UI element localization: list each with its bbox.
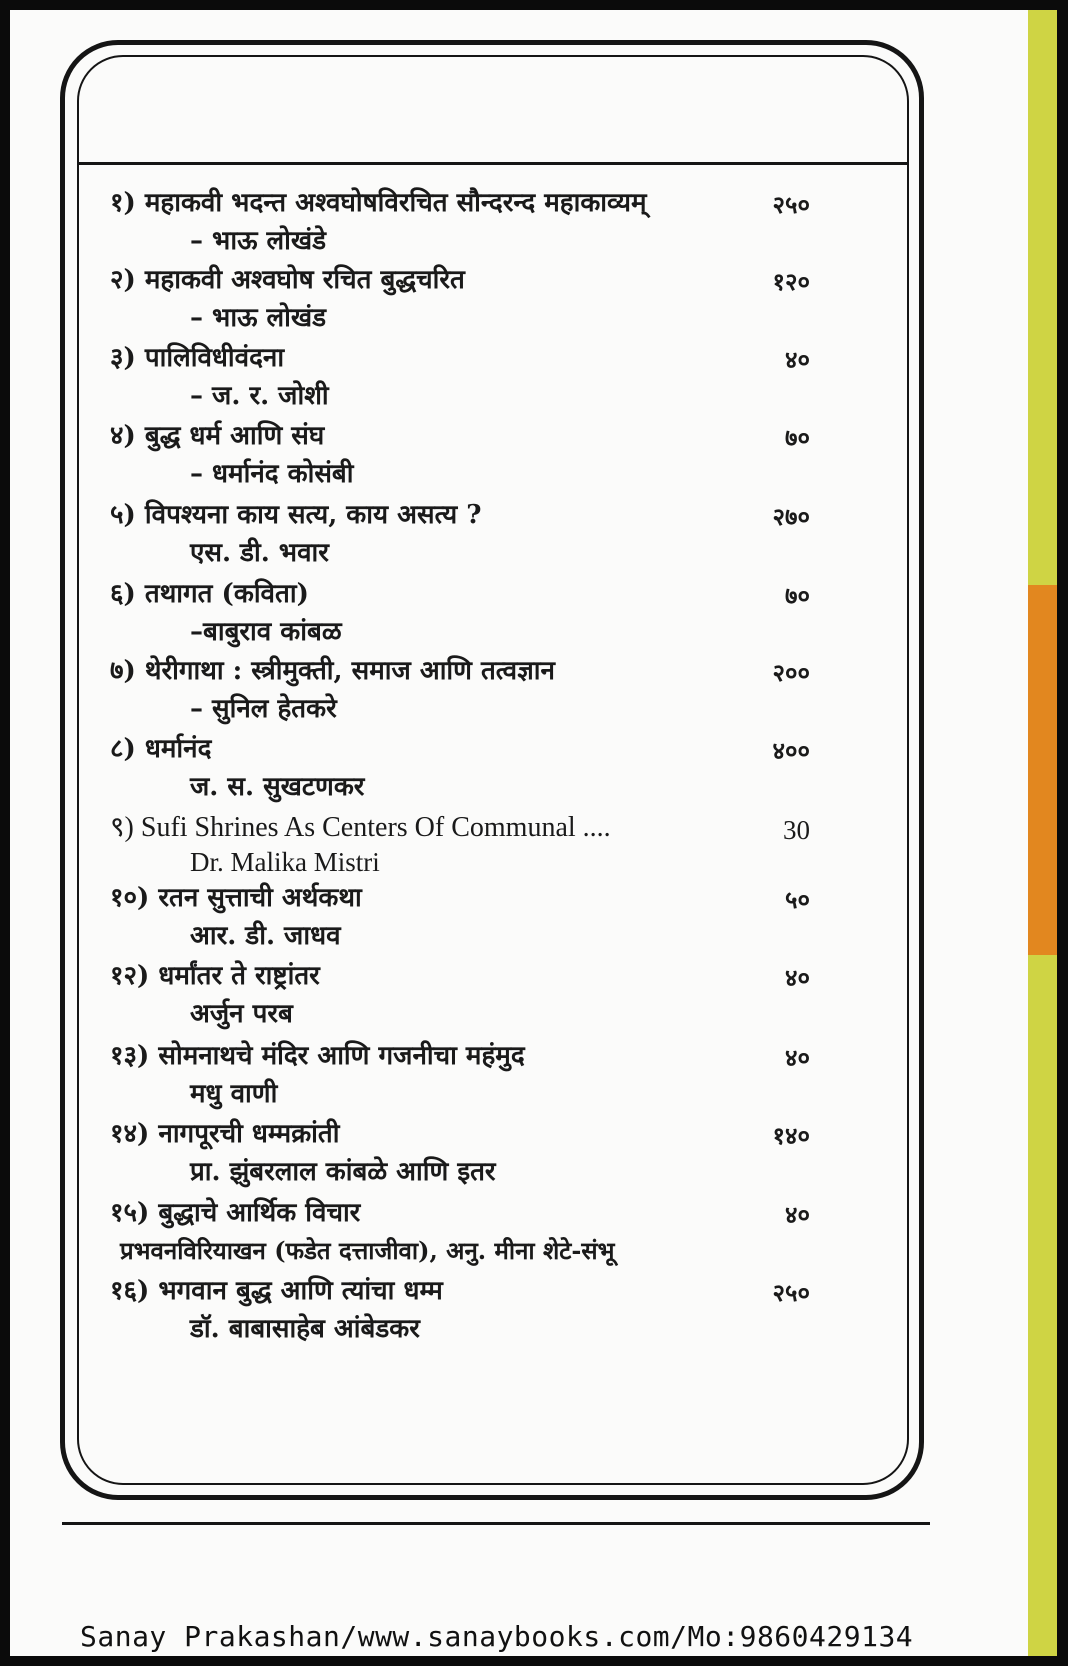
book-title: ४) बुद्ध धर्म आणि संघ [110, 421, 325, 451]
book-price: ५० [785, 885, 810, 914]
book-price: २०० [772, 658, 810, 687]
book-title: ३) पालिविधीवंदना [110, 343, 285, 373]
book-title: १३) सोमनाथचे मंदिर आणि गजनीचा महंमुद [110, 1041, 525, 1071]
book-author: एस. डी. भवार [190, 538, 329, 568]
book-title: १५) बुद्धाचे आर्थिक विचार [110, 1198, 361, 1228]
book-price: १४० [772, 1121, 810, 1150]
book-author: – भाऊ लोखंड [190, 303, 327, 333]
book-author: ज. स. सुखटणकर [190, 772, 365, 802]
book-author: – भाऊ लोखंडे [190, 226, 327, 256]
book-author: अर्जुन परब [190, 999, 293, 1029]
book-author: –बाबुराव कांबळ [190, 617, 342, 647]
book-title: ६) तथागत (कविता) [110, 579, 309, 609]
book-title: ७) थेरीगाथा : स्त्रीमुक्ती, समाज आणि तत्वज्ञान [110, 656, 555, 686]
book-title: १०) रतन सुत्ताची अर्थकथा [110, 883, 362, 913]
book-title: ९) Sufi Shrines As Centers Of Communal .... [110, 812, 611, 843]
book-author: आर. डी. जाधव [190, 921, 341, 951]
book-title: १) महाकवी भदन्त अश्वघोषविरचित सौन्दरन्द महाकाव्यम् [110, 188, 647, 218]
book-price: 30 [783, 815, 810, 845]
header-rule [79, 162, 909, 165]
book-author: प्रा. झुंबरलाल कांबळे आणि इतर [190, 1157, 496, 1187]
book-price: ७० [785, 423, 810, 452]
book-author: प्रभवनविरियाखन (फडेत दत्ताजीवा), अनु. मीना शेटे-संभू [120, 1236, 615, 1265]
book-title: १६) भगवान बुद्ध आणि त्यांचा धम्म [110, 1276, 443, 1306]
book-title: २) महाकवी अश्वघोष रचित बुद्धचरित [110, 265, 465, 295]
book-title: १४) नागपूरची धम्मक्रांती [110, 1119, 340, 1149]
book-author: मधु वाणी [190, 1079, 278, 1109]
book-price: २५० [772, 1278, 810, 1307]
book-price: २५० [772, 190, 810, 219]
book-title: १२) धर्मांतर ते राष्ट्रांतर [110, 961, 320, 991]
cover-edge-orange [1028, 585, 1057, 955]
book-author: – धर्मानंद कोसंबी [190, 459, 354, 489]
bottom-rule [62, 1522, 930, 1525]
book-price: ४०० [772, 736, 810, 765]
book-title: ८) धर्मानंद [110, 734, 212, 764]
book-author: Dr. Malika Mistri [190, 847, 380, 877]
book-price: ४० [785, 963, 810, 992]
book-price: ७० [785, 581, 810, 610]
book-author: डॉ. बाबासाहेब आंबेडकर [190, 1314, 420, 1344]
book-price: २७० [772, 502, 810, 531]
book-author: – सुनिल हेतकरे [190, 694, 337, 724]
book-price: ४० [785, 1043, 810, 1072]
publisher-footer: Sanay Prakashan/www.sanaybooks.com/Mo:9860429134 [80, 1620, 914, 1653]
book-title: ५) विपश्यना काय सत्य, काय असत्य ? [110, 500, 482, 530]
book-page [10, 10, 1057, 1656]
book-price: ४० [785, 345, 810, 374]
book-price: ४० [785, 1200, 810, 1229]
book-author: – ज. र. जोशी [190, 381, 329, 411]
book-price: १२० [772, 267, 810, 296]
